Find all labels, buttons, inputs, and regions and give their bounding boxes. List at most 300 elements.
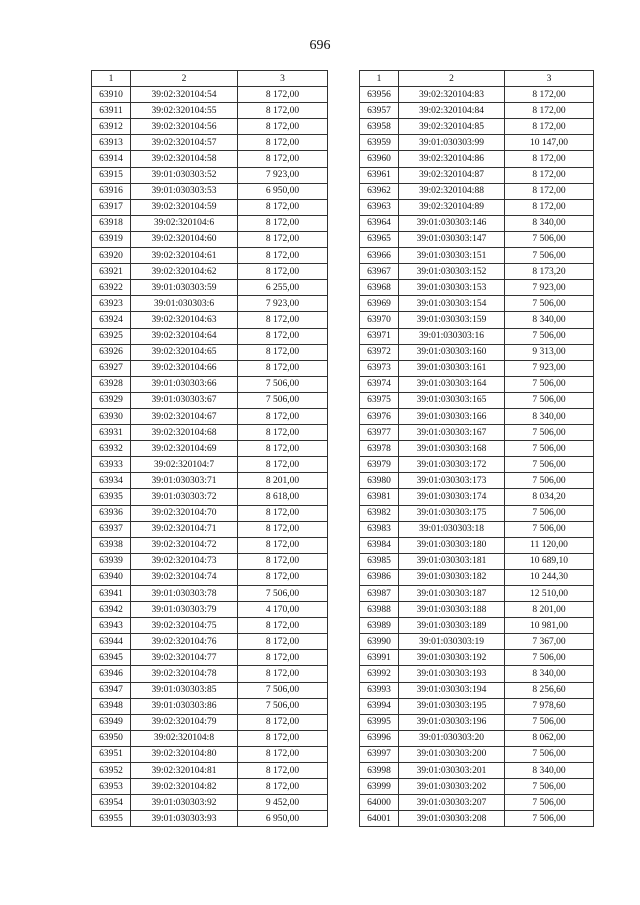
cadastral-number-cell: 39:01:030303:180 xyxy=(399,537,505,553)
cadastral-number-cell: 39:01:030303:99 xyxy=(399,135,505,151)
row-number-cell: 63914 xyxy=(92,151,131,167)
row-number-cell: 63950 xyxy=(92,730,131,746)
value-cell: 8 172,00 xyxy=(238,135,328,151)
value-cell: 7 506,00 xyxy=(505,248,594,264)
value-cell: 8 062,00 xyxy=(505,730,594,746)
row-number-cell: 63916 xyxy=(92,183,131,199)
value-cell: 8 173,20 xyxy=(505,264,594,280)
row-number-cell: 63998 xyxy=(360,763,399,779)
row-number-cell: 63986 xyxy=(360,569,399,585)
cadastral-number-cell: 39:02:320104:76 xyxy=(131,634,238,650)
table-row xyxy=(360,666,594,682)
row-number-cell: 63966 xyxy=(360,248,399,264)
value-cell: 8 172,00 xyxy=(238,666,328,682)
value-cell: 7 506,00 xyxy=(505,811,594,827)
value-cell: 6 950,00 xyxy=(238,183,328,199)
cadastral-number-cell: 39:02:320104:67 xyxy=(131,408,238,424)
cadastral-number-cell: 39:01:030303:59 xyxy=(131,280,238,296)
cadastral-number-cell: 39:01:030303:152 xyxy=(399,264,505,280)
header-col-3: 3 xyxy=(505,71,594,87)
cadastral-number-cell: 39:01:030303:6 xyxy=(131,296,238,312)
table-row xyxy=(92,473,328,489)
value-cell: 8 201,00 xyxy=(238,473,328,489)
table-row xyxy=(360,505,594,521)
value-cell: 7 506,00 xyxy=(505,779,594,795)
page-number: 696 xyxy=(309,38,331,53)
value-cell: 8 172,00 xyxy=(238,618,328,634)
row-number-cell: 63979 xyxy=(360,457,399,473)
table-row xyxy=(92,103,328,119)
cadastral-number-cell: 39:02:320104:87 xyxy=(399,167,505,183)
value-cell: 8 172,00 xyxy=(238,344,328,360)
value-cell: 8 172,00 xyxy=(238,360,328,376)
cadastral-number-cell: 39:02:320104:62 xyxy=(131,264,238,280)
row-number-cell: 63921 xyxy=(92,264,131,280)
row-number-cell: 63933 xyxy=(92,457,131,473)
table-row xyxy=(92,553,328,569)
row-number-cell: 63988 xyxy=(360,602,399,618)
value-cell: 8 340,00 xyxy=(505,763,594,779)
value-cell: 7 923,00 xyxy=(505,280,594,296)
row-number-cell: 63927 xyxy=(92,360,131,376)
table-row xyxy=(360,183,594,199)
cadastral-number-cell: 39:01:030303:196 xyxy=(399,714,505,730)
cadastral-number-cell: 39:02:320104:56 xyxy=(131,119,238,135)
cadastral-number-cell: 39:01:030303:193 xyxy=(399,666,505,682)
table-row xyxy=(360,618,594,634)
value-cell: 8 340,00 xyxy=(505,312,594,328)
value-cell: 8 172,00 xyxy=(238,248,328,264)
table-row xyxy=(92,312,328,328)
cadastral-number-cell: 39:02:320104:66 xyxy=(131,360,238,376)
row-number-cell: 63971 xyxy=(360,328,399,344)
cadastral-number-cell: 39:02:320104:59 xyxy=(131,199,238,215)
cadastral-number-cell: 39:01:030303:71 xyxy=(131,473,238,489)
row-number-cell: 63965 xyxy=(360,231,399,247)
cadastral-number-cell: 39:01:030303:67 xyxy=(131,392,238,408)
table-row xyxy=(92,569,328,585)
cadastral-number-cell: 39:01:030303:165 xyxy=(399,392,505,408)
value-cell: 10 244,30 xyxy=(505,569,594,585)
table-row xyxy=(360,779,594,795)
cadastral-number-cell: 39:01:030303:166 xyxy=(399,408,505,424)
value-cell: 8 172,00 xyxy=(238,328,328,344)
header-row xyxy=(92,71,328,87)
value-cell: 8 172,00 xyxy=(238,103,328,119)
row-number-cell: 63964 xyxy=(360,215,399,231)
header-row xyxy=(360,71,594,87)
header-col-2: 2 xyxy=(399,71,505,87)
value-cell: 8 034,20 xyxy=(505,489,594,505)
cadastral-number-cell: 39:01:030303:19 xyxy=(399,634,505,650)
row-number-cell: 63960 xyxy=(360,151,399,167)
cadastral-number-cell: 39:01:030303:79 xyxy=(131,602,238,618)
table-row xyxy=(360,746,594,762)
row-number-cell: 63990 xyxy=(360,634,399,650)
value-cell: 7 506,00 xyxy=(238,682,328,698)
row-number-cell: 63954 xyxy=(92,795,131,811)
value-cell: 7 923,00 xyxy=(238,296,328,312)
row-number-cell: 63935 xyxy=(92,489,131,505)
row-number-cell: 63959 xyxy=(360,135,399,151)
row-number-cell: 63949 xyxy=(92,714,131,730)
cadastral-number-cell: 39:02:320104:55 xyxy=(131,103,238,119)
cadastral-number-cell: 39:02:320104:79 xyxy=(131,714,238,730)
table-row xyxy=(92,441,328,457)
row-number-cell: 63970 xyxy=(360,312,399,328)
table-row xyxy=(360,119,594,135)
table-row xyxy=(92,730,328,746)
table-row xyxy=(360,521,594,537)
table-row xyxy=(92,521,328,537)
table-row xyxy=(360,280,594,296)
row-number-cell: 64001 xyxy=(360,811,399,827)
table-row xyxy=(360,344,594,360)
row-number-cell: 63930 xyxy=(92,408,131,424)
row-number-cell: 63942 xyxy=(92,602,131,618)
row-number-cell: 63944 xyxy=(92,634,131,650)
cadastral-number-cell: 39:01:030303:147 xyxy=(399,231,505,247)
row-number-cell: 63963 xyxy=(360,199,399,215)
row-number-cell: 63936 xyxy=(92,505,131,521)
table-row xyxy=(92,489,328,505)
row-number-cell: 63911 xyxy=(92,103,131,119)
row-number-cell: 63984 xyxy=(360,537,399,553)
value-cell: 8 172,00 xyxy=(238,650,328,666)
value-cell: 7 978,60 xyxy=(505,698,594,714)
header-col-3: 3 xyxy=(238,71,328,87)
row-number-cell: 63994 xyxy=(360,698,399,714)
table-row xyxy=(92,714,328,730)
value-cell: 11 120,00 xyxy=(505,537,594,553)
value-cell: 8 201,00 xyxy=(505,602,594,618)
value-cell: 7 506,00 xyxy=(505,231,594,247)
table-row xyxy=(360,103,594,119)
table-row xyxy=(360,408,594,424)
cadastral-number-cell: 39:01:030303:192 xyxy=(399,650,505,666)
cadastral-number-cell: 39:02:320104:64 xyxy=(131,328,238,344)
row-number-cell: 63982 xyxy=(360,505,399,521)
cadastral-number-cell: 39:01:030303:200 xyxy=(399,746,505,762)
row-number-cell: 63968 xyxy=(360,280,399,296)
cadastral-number-cell: 39:01:030303:161 xyxy=(399,360,505,376)
table-row xyxy=(360,376,594,392)
row-number-cell: 63978 xyxy=(360,441,399,457)
table-row xyxy=(92,586,328,602)
cadastral-number-cell: 39:01:030303:78 xyxy=(131,586,238,602)
table-row xyxy=(92,199,328,215)
row-number-cell: 63925 xyxy=(92,328,131,344)
cadastral-number-cell: 39:02:320104:8 xyxy=(131,730,238,746)
value-cell: 12 510,00 xyxy=(505,586,594,602)
table-row xyxy=(92,119,328,135)
cadastral-number-cell: 39:02:320104:85 xyxy=(399,119,505,135)
cadastral-number-cell: 39:01:030303:85 xyxy=(131,682,238,698)
cadastral-number-cell: 39:01:030303:208 xyxy=(399,811,505,827)
value-cell: 7 506,00 xyxy=(505,521,594,537)
value-cell: 8 172,00 xyxy=(505,87,594,103)
value-cell: 7 923,00 xyxy=(238,167,328,183)
row-number-cell: 63923 xyxy=(92,296,131,312)
value-cell: 7 506,00 xyxy=(505,425,594,441)
table-row xyxy=(92,344,328,360)
value-cell: 8 172,00 xyxy=(238,730,328,746)
header-col-2: 2 xyxy=(131,71,238,87)
table-row xyxy=(92,650,328,666)
cadastral-number-cell: 39:01:030303:188 xyxy=(399,602,505,618)
value-cell: 8 618,00 xyxy=(238,489,328,505)
table-row xyxy=(360,441,594,457)
table-row xyxy=(360,87,594,103)
value-cell: 8 172,00 xyxy=(505,199,594,215)
value-cell: 8 172,00 xyxy=(505,167,594,183)
table-row xyxy=(92,698,328,714)
cadastral-number-cell: 39:01:030303:189 xyxy=(399,618,505,634)
table-row xyxy=(92,795,328,811)
value-cell: 8 340,00 xyxy=(505,408,594,424)
row-number-cell: 63910 xyxy=(92,87,131,103)
value-cell: 8 340,00 xyxy=(505,666,594,682)
cadastral-number-cell: 39:02:320104:77 xyxy=(131,650,238,666)
table-row xyxy=(360,650,594,666)
row-number-cell: 63947 xyxy=(92,682,131,698)
table-row xyxy=(92,457,328,473)
value-cell: 8 172,00 xyxy=(238,231,328,247)
cadastral-number-cell: 39:01:030303:194 xyxy=(399,682,505,698)
cadastral-number-cell: 39:02:320104:75 xyxy=(131,618,238,634)
row-number-cell: 63931 xyxy=(92,425,131,441)
row-number-cell: 63962 xyxy=(360,183,399,199)
table-row xyxy=(92,183,328,199)
row-number-cell: 63995 xyxy=(360,714,399,730)
cadastral-number-cell: 39:02:320104:69 xyxy=(131,441,238,457)
row-number-cell: 63997 xyxy=(360,746,399,762)
value-cell: 8 256,60 xyxy=(505,682,594,698)
row-number-cell: 63941 xyxy=(92,586,131,602)
value-cell: 8 172,00 xyxy=(238,537,328,553)
value-cell: 7 506,00 xyxy=(238,586,328,602)
row-number-cell: 63918 xyxy=(92,215,131,231)
cadastral-number-cell: 39:01:030303:72 xyxy=(131,489,238,505)
value-cell: 7 506,00 xyxy=(505,328,594,344)
cadastral-number-cell: 39:02:320104:7 xyxy=(131,457,238,473)
table-row xyxy=(92,167,328,183)
value-cell: 8 172,00 xyxy=(505,151,594,167)
value-cell: 7 506,00 xyxy=(505,650,594,666)
cadastral-number-cell: 39:01:030303:160 xyxy=(399,344,505,360)
cadastral-number-cell: 39:01:030303:146 xyxy=(399,215,505,231)
cadastral-number-cell: 39:01:030303:187 xyxy=(399,586,505,602)
table-row xyxy=(360,199,594,215)
value-cell: 7 506,00 xyxy=(238,376,328,392)
table-row xyxy=(92,376,328,392)
cadastral-number-cell: 39:01:030303:16 xyxy=(399,328,505,344)
table-row xyxy=(360,425,594,441)
header-col-1: 1 xyxy=(92,71,131,87)
cadastral-number-cell: 39:02:320104:61 xyxy=(131,248,238,264)
row-number-cell: 63940 xyxy=(92,569,131,585)
row-number-cell: 63974 xyxy=(360,376,399,392)
row-number-cell: 63915 xyxy=(92,167,131,183)
table-row xyxy=(92,360,328,376)
cadastral-number-cell: 39:01:030303:20 xyxy=(399,730,505,746)
row-number-cell: 63932 xyxy=(92,441,131,457)
header-col-1: 1 xyxy=(360,71,399,87)
value-cell: 7 367,00 xyxy=(505,634,594,650)
cadastral-number-cell: 39:01:030303:151 xyxy=(399,248,505,264)
row-number-cell: 63969 xyxy=(360,296,399,312)
table-row xyxy=(360,151,594,167)
row-number-cell: 63920 xyxy=(92,248,131,264)
value-cell: 8 172,00 xyxy=(238,312,328,328)
table-row xyxy=(360,763,594,779)
row-number-cell: 63928 xyxy=(92,376,131,392)
value-cell: 8 172,00 xyxy=(238,763,328,779)
table-row xyxy=(360,569,594,585)
row-number-cell: 63953 xyxy=(92,779,131,795)
cadastral-number-cell: 39:01:030303:66 xyxy=(131,376,238,392)
cadastral-number-cell: 39:02:320104:71 xyxy=(131,521,238,537)
value-cell: 4 170,00 xyxy=(238,602,328,618)
table-row xyxy=(92,682,328,698)
value-cell: 7 506,00 xyxy=(505,441,594,457)
value-cell: 7 506,00 xyxy=(505,457,594,473)
cadastral-number-cell: 39:01:030303:201 xyxy=(399,763,505,779)
table-right xyxy=(359,70,594,827)
value-cell: 10 689,10 xyxy=(505,553,594,569)
row-number-cell: 63926 xyxy=(92,344,131,360)
cadastral-number-cell: 39:02:320104:65 xyxy=(131,344,238,360)
value-cell: 8 172,00 xyxy=(238,408,328,424)
table-row xyxy=(360,602,594,618)
table-row xyxy=(360,537,594,553)
cadastral-number-cell: 39:01:030303:182 xyxy=(399,569,505,585)
table-row xyxy=(360,586,594,602)
table-row xyxy=(360,553,594,569)
cadastral-number-cell: 39:01:030303:53 xyxy=(131,183,238,199)
cadastral-number-cell: 39:01:030303:181 xyxy=(399,553,505,569)
table-row xyxy=(92,811,328,827)
value-cell: 7 506,00 xyxy=(505,376,594,392)
row-number-cell: 63956 xyxy=(360,87,399,103)
cadastral-number-cell: 39:01:030303:52 xyxy=(131,167,238,183)
row-number-cell: 63985 xyxy=(360,553,399,569)
row-number-cell: 63929 xyxy=(92,392,131,408)
cadastral-number-cell: 39:01:030303:86 xyxy=(131,698,238,714)
cadastral-number-cell: 39:02:320104:58 xyxy=(131,151,238,167)
value-cell: 6 950,00 xyxy=(238,811,328,827)
cadastral-number-cell: 39:02:320104:74 xyxy=(131,569,238,585)
row-number-cell: 63961 xyxy=(360,167,399,183)
row-number-cell: 63975 xyxy=(360,392,399,408)
table-row xyxy=(92,328,328,344)
value-cell: 8 172,00 xyxy=(238,634,328,650)
table-row xyxy=(360,473,594,489)
row-number-cell: 63912 xyxy=(92,119,131,135)
value-cell: 8 172,00 xyxy=(238,457,328,473)
cadastral-number-cell: 39:01:030303:164 xyxy=(399,376,505,392)
row-number-cell: 63981 xyxy=(360,489,399,505)
value-cell: 8 172,00 xyxy=(505,103,594,119)
value-cell: 8 172,00 xyxy=(238,441,328,457)
row-number-cell: 63939 xyxy=(92,553,131,569)
value-cell: 8 172,00 xyxy=(238,553,328,569)
row-number-cell: 63943 xyxy=(92,618,131,634)
value-cell: 10 147,00 xyxy=(505,135,594,151)
value-cell: 8 172,00 xyxy=(238,199,328,215)
table-row xyxy=(360,392,594,408)
row-number-cell: 63991 xyxy=(360,650,399,666)
cadastral-number-cell: 39:02:320104:63 xyxy=(131,312,238,328)
row-number-cell: 63945 xyxy=(92,650,131,666)
table-row xyxy=(360,231,594,247)
row-number-cell: 63917 xyxy=(92,199,131,215)
value-cell: 8 172,00 xyxy=(238,151,328,167)
cadastral-number-cell: 39:02:320104:84 xyxy=(399,103,505,119)
value-cell: 7 923,00 xyxy=(505,360,594,376)
row-number-cell: 63993 xyxy=(360,682,399,698)
table-row xyxy=(360,312,594,328)
cadastral-number-cell: 39:02:320104:54 xyxy=(131,87,238,103)
cadastral-number-cell: 39:02:320104:70 xyxy=(131,505,238,521)
table-row xyxy=(92,746,328,762)
row-number-cell: 63946 xyxy=(92,666,131,682)
value-cell: 8 172,00 xyxy=(238,215,328,231)
value-cell: 8 172,00 xyxy=(238,425,328,441)
value-cell: 6 255,00 xyxy=(238,280,328,296)
row-number-cell: 63934 xyxy=(92,473,131,489)
value-cell: 7 506,00 xyxy=(505,296,594,312)
value-cell: 7 506,00 xyxy=(505,392,594,408)
cadastral-number-cell: 39:02:320104:72 xyxy=(131,537,238,553)
table-row xyxy=(360,682,594,698)
cadastral-number-cell: 39:02:320104:57 xyxy=(131,135,238,151)
cadastral-number-cell: 39:02:320104:86 xyxy=(399,151,505,167)
row-number-cell: 63948 xyxy=(92,698,131,714)
row-number-cell: 63938 xyxy=(92,537,131,553)
row-number-cell: 64000 xyxy=(360,795,399,811)
cadastral-number-cell: 39:01:030303:93 xyxy=(131,811,238,827)
row-number-cell: 63976 xyxy=(360,408,399,424)
cadastral-number-cell: 39:01:030303:195 xyxy=(399,698,505,714)
row-number-cell: 63937 xyxy=(92,521,131,537)
cadastral-number-cell: 39:01:030303:159 xyxy=(399,312,505,328)
row-number-cell: 63996 xyxy=(360,730,399,746)
cadastral-number-cell: 39:01:030303:154 xyxy=(399,296,505,312)
table-row xyxy=(360,698,594,714)
cadastral-number-cell: 39:01:030303:202 xyxy=(399,779,505,795)
value-cell: 8 340,00 xyxy=(505,215,594,231)
table-row xyxy=(360,328,594,344)
table-row xyxy=(92,602,328,618)
row-number-cell: 63967 xyxy=(360,264,399,280)
value-cell: 9 452,00 xyxy=(238,795,328,811)
value-cell: 8 172,00 xyxy=(238,119,328,135)
table-row xyxy=(360,811,594,827)
cadastral-number-cell: 39:02:320104:81 xyxy=(131,763,238,779)
cadastral-number-cell: 39:02:320104:78 xyxy=(131,666,238,682)
value-cell: 8 172,00 xyxy=(238,746,328,762)
table-row xyxy=(92,151,328,167)
table-row xyxy=(360,714,594,730)
table-row xyxy=(360,489,594,505)
table-row xyxy=(92,666,328,682)
table-row xyxy=(92,280,328,296)
value-cell: 10 981,00 xyxy=(505,618,594,634)
cadastral-number-cell: 39:01:030303:167 xyxy=(399,425,505,441)
row-number-cell: 63983 xyxy=(360,521,399,537)
table-row xyxy=(92,505,328,521)
